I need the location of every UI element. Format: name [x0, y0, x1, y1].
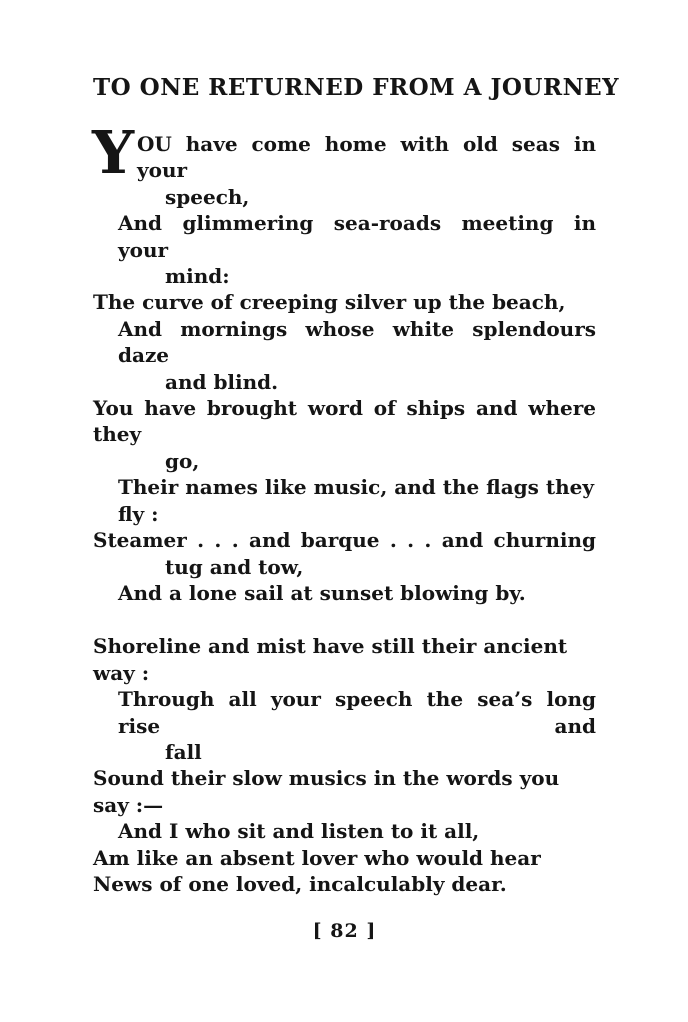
drop-cap-initial: Y: [92, 118, 135, 187]
poem-title: TO ONE RETURNED FROM A JOURNEY: [93, 74, 620, 101]
poem-line: Steamer . . . and barque . . . and churning: [93, 528, 596, 553]
poem-line: And a lone sail at sunset blowing by.: [118, 580, 526, 605]
poem-line: News of one loved, incalculably dear.: [93, 871, 507, 896]
page-number: [ 82 ]: [312, 920, 377, 943]
poem-line: Through all your speech the sea’s long rise and: [118, 687, 596, 738]
poem-line: tug and tow,: [165, 554, 304, 579]
poem-line: go,: [165, 448, 200, 473]
poem-line: Shoreline and mist have still their ancient way :: [93, 634, 568, 685]
page-content: [92, 74, 620, 943]
stanza-1: [92, 118, 596, 606]
poem-line: Am like an absent lover who would hear: [93, 845, 541, 870]
poem-line: fall: [165, 739, 202, 764]
poem-line: You have brought word of ships and where they: [93, 396, 596, 447]
poem-line: and blind.: [165, 369, 279, 394]
poem-line: speech,: [165, 184, 250, 209]
poem-line: And mornings whose white splendours daze: [118, 316, 596, 368]
poem-line: And glimmering sea-roads meeting in your: [118, 211, 596, 262]
poem-line: mind:: [165, 264, 230, 289]
poem-line: The curve of creeping silver up the beach,: [93, 290, 566, 315]
stanza-2: [93, 633, 596, 897]
poem-line: And I who sit and listen to it all,: [118, 819, 480, 844]
poem-line: Their names like music, and the flags they fly :: [118, 475, 595, 526]
poem-line: Sound their slow musics in the words you say :—: [93, 766, 560, 817]
poem-line: OU have come home with old seas in your: [137, 132, 596, 183]
